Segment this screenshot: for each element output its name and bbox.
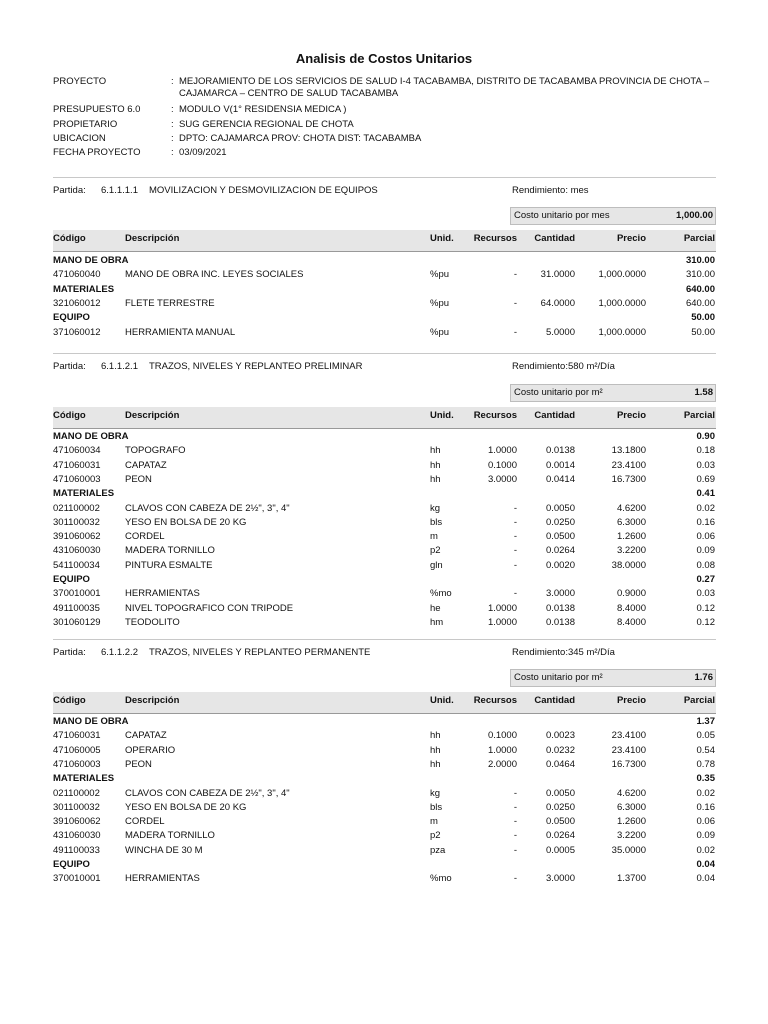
column-header-cantidad: Cantidad (534, 410, 575, 421)
item-quantity: 0.0264 (545, 830, 575, 842)
partida-name: TRAZOS, NIVELES Y REPLANTEO PRELIMINAR (149, 361, 363, 372)
item-description: FLETE TERRESTRE (125, 297, 215, 309)
item-resources: - (513, 545, 517, 557)
item-code: 471060031 (53, 459, 101, 471)
unit-cost-label: Costo unitario por m² (514, 387, 603, 398)
item-partial: 640.00 (685, 297, 715, 309)
item-price: 0.9000 (616, 588, 646, 600)
item-price: 6.3000 (616, 801, 646, 813)
column-header-precio: Precio (616, 233, 646, 244)
item-quantity: 0.0050 (545, 787, 575, 799)
section-divider (53, 353, 716, 354)
header-value-cont: CAJAMARCA – CENTRO DE SALUD TACABAMBA (179, 88, 399, 99)
unit-cost-value: 1.76 (694, 672, 713, 683)
column-header-unid: Unid. (430, 233, 454, 244)
header-label: PROPIETARIO (53, 119, 118, 130)
item-description: CORDEL (125, 531, 165, 543)
item-description: PEON (125, 758, 152, 770)
item-resources: - (513, 559, 517, 571)
column-header-unid: Unid. (430, 695, 454, 706)
page-title: Analisis de Costos Unitarios (295, 51, 473, 66)
item-code: 370010001 (53, 588, 101, 600)
partida-name: TRAZOS, NIVELES Y REPLANTEO PERMANENTE (149, 647, 371, 658)
section-divider (53, 177, 716, 178)
item-unit: %mo (430, 873, 452, 885)
unit-cost-value: 1,000.00 (676, 210, 713, 221)
group-name: MATERIALES (53, 283, 115, 295)
item-code: 541100034 (53, 559, 100, 571)
item-partial: 0.18 (696, 445, 715, 457)
item-unit: p2 (430, 545, 441, 557)
item-unit: kg (430, 502, 441, 514)
partida-row (53, 360, 716, 374)
item-quantity: 0.0500 (545, 531, 575, 543)
item-description: HERRAMIENTA MANUAL (125, 326, 236, 338)
item-partial: 0.04 (696, 873, 715, 885)
item-resources: - (513, 873, 517, 885)
column-header-parcial: Parcial (683, 410, 715, 421)
unit-cost-box (510, 207, 716, 225)
group-name: MANO DE OBRA (53, 255, 129, 266)
item-quantity: 0.0023 (545, 730, 575, 742)
item-resources: - (513, 844, 517, 856)
partida-row (53, 184, 716, 198)
item-price: 38.0000 (611, 559, 646, 571)
item-unit: m (430, 816, 438, 828)
group-row (53, 430, 716, 443)
item-code: 471060040 (53, 269, 101, 281)
item-code: 471060034 (53, 445, 101, 457)
item-price: 8.4000 (616, 616, 646, 628)
item-quantity: 0.0005 (545, 844, 575, 856)
item-unit: hh (430, 730, 441, 742)
column-header-cantidad: Cantidad (534, 695, 575, 706)
item-resources: 2.0000 (487, 758, 517, 770)
item-partial: 0.12 (696, 602, 715, 614)
table-row (53, 473, 716, 486)
item-partial: 0.06 (696, 816, 715, 828)
header-label: PRESUPUESTO 6.0 (53, 104, 141, 115)
group-total: 50.00 (691, 312, 715, 324)
item-partial: 0.03 (696, 588, 715, 600)
column-header-descripcion: Descripción (125, 410, 180, 421)
item-resources: 1.0000 (487, 602, 517, 614)
item-quantity: 0.0232 (545, 744, 575, 756)
item-unit: pza (430, 844, 446, 856)
item-resources: 1.0000 (487, 616, 517, 628)
group-total: 0.27 (696, 574, 715, 585)
item-partial: 310.00 (685, 269, 715, 281)
item-description: HERRAMIENTAS (125, 873, 200, 885)
item-price: 1.2600 (616, 531, 646, 543)
item-resources: - (513, 531, 517, 543)
item-quantity: 0.0500 (545, 816, 575, 828)
item-resources: - (513, 816, 517, 828)
item-price: 23.4100 (611, 459, 646, 471)
item-quantity: 0.0020 (545, 559, 575, 571)
item-price: 23.4100 (611, 730, 646, 742)
item-code: 370010001 (53, 873, 101, 885)
item-code: 391060062 (53, 531, 101, 543)
header-colon: : (171, 147, 174, 158)
column-header-precio: Precio (616, 695, 646, 706)
item-unit: bls (430, 516, 443, 528)
table-row (53, 530, 716, 543)
item-unit: he (430, 602, 441, 614)
table-row (53, 758, 716, 771)
item-description: WINCHA DE 30 M (125, 844, 203, 856)
item-resources: - (513, 801, 517, 813)
column-header-recursos: Recursos (473, 233, 517, 244)
column-header-descripcion: Descripción (125, 695, 180, 706)
table-row (53, 801, 716, 814)
table-row (53, 502, 716, 515)
header-row-proyecto-cont (53, 88, 733, 100)
header-value: SUG GERENCIA REGIONAL DE CHOTA (179, 119, 354, 130)
header-colon: : (171, 104, 174, 115)
partida-label: Partida: (53, 647, 86, 658)
table-row (53, 268, 716, 281)
item-price: 4.6200 (616, 502, 646, 514)
item-code: 471060005 (53, 744, 101, 756)
item-partial: 0.69 (696, 473, 715, 485)
table-row (53, 444, 716, 457)
group-row (53, 772, 716, 785)
header-colon: : (171, 133, 174, 144)
item-resources: 1.0000 (487, 744, 517, 756)
item-description: TEODOLITO (125, 616, 180, 628)
item-price: 6.3000 (616, 516, 646, 528)
item-unit: %mo (430, 588, 452, 600)
partida-name: MOVILIZACION Y DESMOVILIZACION DE EQUIPOS (149, 185, 378, 196)
column-header-descripcion: Descripción (125, 233, 180, 244)
item-code: 471060003 (53, 758, 101, 770)
item-partial: 0.16 (696, 801, 715, 813)
item-unit: bls (430, 801, 443, 813)
table-row (53, 872, 716, 885)
item-quantity: 0.0138 (545, 602, 575, 614)
item-unit: m (430, 531, 438, 543)
item-description: YESO EN BOLSA DE 20 KG (125, 801, 247, 813)
item-code: 371060012 (53, 326, 101, 338)
item-quantity: 3.0000 (545, 588, 575, 600)
table-header (53, 407, 716, 429)
item-price: 23.4100 (611, 744, 646, 756)
item-code: 431060030 (53, 545, 101, 557)
item-quantity: 5.0000 (545, 326, 575, 338)
header-row-fecha (53, 147, 733, 159)
rendimiento: Rendimiento:580 m²/Día (512, 361, 615, 372)
group-total: 1.37 (696, 716, 715, 727)
item-quantity: 0.0138 (545, 445, 575, 457)
group-name: EQUIPO (53, 859, 90, 870)
header-label: UBICACION (53, 133, 106, 144)
item-resources: - (513, 516, 517, 528)
column-header-codigo: Código (53, 233, 86, 244)
group-total: 0.35 (696, 773, 715, 785)
unit-cost-value: 1.58 (694, 387, 713, 398)
item-description: CLAVOS CON CABEZA DE 2½", 3", 4" (125, 787, 290, 799)
group-total: 640.00 (685, 283, 715, 295)
item-description: HERRAMIENTAS (125, 588, 200, 600)
item-partial: 0.16 (696, 516, 715, 528)
item-description: MANO DE OBRA INC. LEYES SOCIALES (125, 269, 304, 281)
header-row-propietario (53, 119, 733, 131)
header-value: MEJORAMIENTO DE LOS SERVICIOS DE SALUD I-4 TACABAMBA, DISTRITO DE TACABAMBA PROVINCIA DE CHOTA – (179, 76, 710, 87)
table-row (53, 744, 716, 757)
item-quantity: 0.0138 (545, 616, 575, 628)
item-resources: - (513, 297, 517, 309)
item-description: CAPATAZ (125, 730, 167, 742)
item-description: CLAVOS CON CABEZA DE 2½", 3", 4" (125, 502, 290, 514)
item-unit: p2 (430, 830, 441, 842)
item-price: 8.4000 (616, 602, 646, 614)
group-name: EQUIPO (53, 312, 90, 324)
table-row (53, 815, 716, 828)
table-row (53, 587, 716, 600)
header-label: FECHA PROYECTO (53, 147, 141, 158)
rendimiento: Rendimiento: mes (512, 185, 589, 196)
item-quantity: 0.0014 (545, 459, 575, 471)
item-partial: 0.05 (696, 730, 715, 742)
item-code: 021100002 (53, 502, 100, 514)
item-partial: 50.00 (691, 326, 715, 338)
item-price: 3.2200 (616, 830, 646, 842)
group-name: EQUIPO (53, 574, 90, 585)
header-row-ubicacion (53, 133, 733, 145)
column-header-codigo: Código (53, 410, 86, 421)
group-total: 0.41 (696, 488, 715, 500)
item-code: 301100032 (53, 516, 100, 528)
item-quantity: 0.0264 (545, 545, 575, 557)
unit-cost-box (510, 384, 716, 402)
item-price: 4.6200 (616, 787, 646, 799)
group-total: 0.90 (696, 431, 715, 442)
item-partial: 0.02 (696, 844, 715, 856)
item-unit: hh (430, 459, 441, 471)
item-unit: hh (430, 445, 441, 457)
item-resources: 0.1000 (487, 459, 517, 471)
item-unit: hh (430, 744, 441, 756)
item-code: 471060031 (53, 730, 101, 742)
item-resources: - (513, 326, 517, 338)
item-unit: kg (430, 787, 441, 799)
column-header-precio: Precio (616, 410, 646, 421)
item-description: CAPATAZ (125, 459, 167, 471)
item-description: MADERA TORNILLO (125, 830, 215, 842)
item-code: 491100035 (53, 602, 100, 614)
group-row (53, 858, 716, 871)
item-price: 1,000.0000 (598, 326, 646, 338)
table-row (53, 844, 716, 857)
item-partial: 0.02 (696, 787, 715, 799)
item-code: 301100032 (53, 801, 100, 813)
table-row (53, 787, 716, 800)
group-name: MATERIALES (53, 773, 115, 785)
item-code: 301060129 (53, 616, 101, 628)
group-name: MATERIALES (53, 488, 115, 500)
table-row (53, 544, 716, 557)
item-resources: 1.0000 (487, 445, 517, 457)
group-total: 0.04 (696, 859, 715, 870)
item-resources: - (513, 269, 517, 281)
table-row (53, 559, 716, 572)
table-row (53, 616, 716, 629)
header-label: PROYECTO (53, 76, 107, 87)
item-price: 3.2200 (616, 545, 646, 557)
item-code: 391060062 (53, 816, 101, 828)
group-row (53, 311, 716, 324)
item-resources: - (513, 502, 517, 514)
section-divider (53, 639, 716, 640)
item-quantity: 0.0414 (545, 473, 575, 485)
item-quantity: 0.0050 (545, 502, 575, 514)
item-quantity: 0.0464 (545, 758, 575, 770)
header-value: DPTO: CAJAMARCA PROV: CHOTA DIST: TACABAMBA (179, 133, 422, 144)
item-description: TOPOGRAFO (125, 445, 186, 457)
item-partial: 0.09 (696, 830, 715, 842)
item-description: MADERA TORNILLO (125, 545, 215, 557)
item-quantity: 31.0000 (540, 269, 575, 281)
item-partial: 0.03 (696, 459, 715, 471)
partida-label: Partida: (53, 361, 86, 372)
table-row (53, 729, 716, 742)
item-description: OPERARIO (125, 744, 176, 756)
unit-cost-box (510, 669, 716, 687)
header-row-presupuesto (53, 104, 733, 116)
group-row (53, 254, 716, 267)
partida-label: Partida: (53, 185, 86, 196)
item-partial: 0.06 (696, 531, 715, 543)
group-row (53, 715, 716, 728)
header-row-proyecto (53, 76, 733, 88)
item-description: YESO EN BOLSA DE 20 KG (125, 516, 247, 528)
group-name: MANO DE OBRA (53, 431, 129, 442)
item-price: 16.7300 (611, 758, 646, 770)
header-colon: : (171, 119, 174, 130)
item-quantity: 0.0250 (545, 801, 575, 813)
item-unit: %pu (430, 269, 450, 281)
item-unit: hm (430, 616, 444, 628)
item-description: PINTURA ESMALTE (125, 559, 213, 571)
item-resources: 3.0000 (487, 473, 517, 485)
item-partial: 0.12 (696, 616, 715, 628)
partida-code: 6.1.1.1.1 (101, 185, 138, 196)
header-colon: : (171, 76, 174, 87)
header-value: MODULO V(1° RESIDENSIA MEDICA ) (179, 104, 347, 115)
column-header-parcial: Parcial (683, 695, 715, 706)
item-code: 431060030 (53, 830, 101, 842)
column-header-parcial: Parcial (683, 233, 715, 244)
table-row (53, 326, 716, 339)
partida-code: 6.1.1.2.2 (101, 647, 138, 658)
item-unit: %pu (430, 297, 450, 309)
group-row (53, 283, 716, 296)
rendimiento: Rendimiento:345 m²/Día (512, 647, 615, 658)
item-quantity: 64.0000 (540, 297, 575, 309)
table-row (53, 516, 716, 529)
column-header-unid: Unid. (430, 410, 454, 421)
column-header-recursos: Recursos (473, 695, 517, 706)
column-header-codigo: Código (53, 695, 86, 706)
column-header-cantidad: Cantidad (534, 233, 575, 244)
item-code: 021100002 (53, 787, 100, 799)
table-row (53, 459, 716, 472)
item-partial: 0.54 (696, 744, 715, 756)
header-value: 03/09/2021 (179, 147, 227, 158)
item-price: 1,000.0000 (598, 269, 646, 281)
partida-code: 6.1.1.2.1 (101, 361, 138, 372)
table-row (53, 829, 716, 842)
item-partial: 0.02 (696, 502, 715, 514)
group-row (53, 573, 716, 586)
unit-cost-label: Costo unitario por m² (514, 672, 603, 683)
item-quantity: 0.0250 (545, 516, 575, 528)
item-description: CORDEL (125, 816, 165, 828)
item-price: 16.7300 (611, 473, 646, 485)
table-header (53, 230, 716, 252)
item-resources: 0.1000 (487, 730, 517, 742)
item-price: 13.1800 (611, 445, 646, 457)
item-code: 491100033 (53, 844, 100, 856)
partida-row (53, 646, 716, 660)
item-description: PEON (125, 473, 152, 485)
item-description: NIVEL TOPOGRAFICO CON TRIPODE (125, 602, 294, 614)
table-row (53, 602, 716, 615)
item-code: 321060012 (53, 297, 101, 309)
item-resources: - (513, 830, 517, 842)
item-partial: 0.78 (696, 758, 715, 770)
item-partial: 0.08 (696, 559, 715, 571)
item-code: 471060003 (53, 473, 101, 485)
item-quantity: 3.0000 (545, 873, 575, 885)
item-unit: hh (430, 758, 441, 770)
table-row (53, 297, 716, 310)
item-price: 1.2600 (616, 816, 646, 828)
item-resources: - (513, 588, 517, 600)
item-partial: 0.09 (696, 545, 715, 557)
unit-cost-label: Costo unitario por mes (514, 210, 610, 221)
item-resources: - (513, 787, 517, 799)
item-price: 1.3700 (616, 873, 646, 885)
group-total: 310.00 (685, 255, 715, 266)
item-unit: hh (430, 473, 441, 485)
group-row (53, 487, 716, 500)
column-header-recursos: Recursos (473, 410, 517, 421)
item-unit: gln (430, 559, 443, 571)
item-price: 1,000.0000 (598, 297, 646, 309)
item-price: 35.0000 (611, 844, 646, 856)
item-unit: %pu (430, 326, 450, 338)
project-header (53, 76, 733, 159)
group-name: MANO DE OBRA (53, 716, 129, 727)
table-header (53, 692, 716, 714)
